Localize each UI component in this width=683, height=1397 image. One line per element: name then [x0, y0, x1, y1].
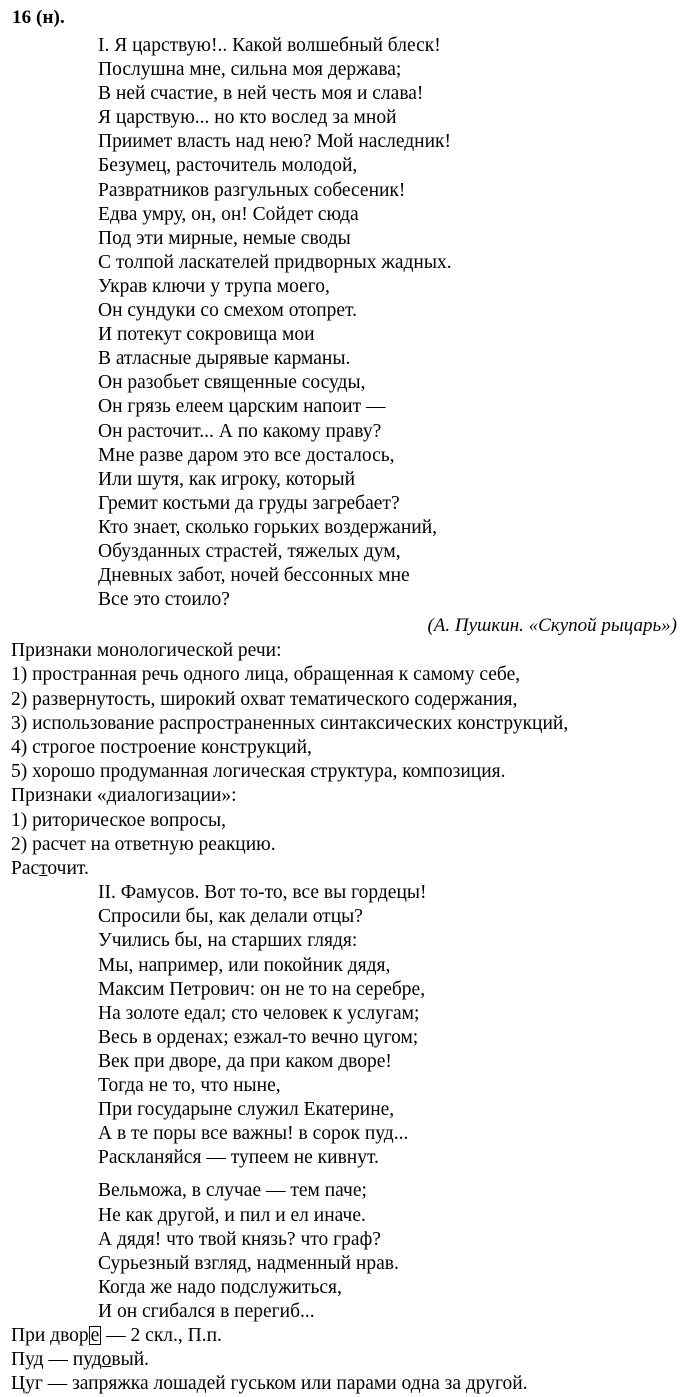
verse-line: А дядя! что твой князь? что граф?	[98, 1228, 381, 1250]
verse-line: С толпой ласкателей придворных жадных.	[98, 251, 452, 273]
verse-line: Он расточит... А по какому праву?	[98, 420, 382, 442]
poem-one-verse-block	[0, 34, 683, 612]
verse-line: Когда же надо подслужиться,	[98, 1276, 342, 1298]
verse-line: Едва умру, он, он! Сойдет сюда	[98, 203, 359, 225]
verse-line: Мы, например, или покойник дядя,	[98, 954, 391, 976]
verse-line: Или шутя, как игроку, который	[98, 468, 356, 490]
notes-block	[0, 1324, 683, 1397]
verse-line: Он разобьет священные сосуды,	[98, 372, 366, 394]
verse-line: Украв ключи у трупа моего,	[98, 275, 330, 297]
note-derived-suffix: вый.	[111, 1349, 150, 1371]
monologue-heading: Признаки монологической речи:	[11, 640, 282, 662]
verse-line: В ней счастие, в ней честь моя и слава!	[98, 83, 424, 105]
note-pri-dvore	[11, 1324, 683, 1348]
note-suffix: — 2 скл., П.п.	[101, 1324, 222, 1346]
verse-line: Вельможа, в случае — тем паче;	[98, 1180, 367, 1202]
verse-line: Развратников разгульных собесеник!	[98, 179, 406, 201]
list-item: 1) риторическое вопросы,	[11, 809, 226, 831]
verse-line: Спросили бы, как делали отцы?	[98, 906, 363, 928]
list-item: 4) строгое построение конструкций,	[11, 737, 312, 759]
verse-line: Он грязь елеем царским напоит —	[98, 396, 386, 418]
note-pud	[11, 1348, 683, 1372]
underlined-letter: т	[39, 858, 48, 880]
verse-line: Безумец, расточитель молодой,	[98, 155, 358, 177]
verse-line: I. Я царствую!.. Какой волшебный блеск!	[98, 35, 441, 56]
spelling-note-suffix: очит.	[47, 858, 89, 880]
underlined-letter: о	[101, 1349, 112, 1371]
note-dash: — пуд	[43, 1349, 102, 1371]
verse-line: Максим Петрович: он не то на серебре,	[98, 978, 426, 1000]
spelling-note-rastochit	[11, 857, 683, 881]
verse-line: В атласные дырявые карманы.	[98, 348, 351, 370]
verse-line: Мне разве даром это все досталось,	[98, 444, 395, 466]
verse-line: Весь в орденах; езжал-то вечно цугом;	[98, 1026, 419, 1048]
list-item: 2) развернутость, широкий охват тематического содержания,	[11, 688, 518, 710]
verse-line: Я царствую... но кто вослед за мной	[98, 107, 397, 129]
verse-line: А в те поры все важны! в сорок пуд...	[98, 1123, 409, 1145]
verse-line: Раскланяйся — тупеем не кивнут.	[98, 1147, 379, 1169]
verse-line: Послушна мне, сильна моя держава;	[98, 59, 402, 81]
verse-line: Век при дворе, да при каком дворе!	[98, 1050, 392, 1072]
list-item: 2) расчет на ответную реакцию.	[11, 833, 276, 855]
note-word-prefix: Пу	[11, 1349, 34, 1371]
verse-line: Кто знает, сколько горьких воздержаний,	[98, 516, 438, 538]
poem-one-attribution: (А. Пушкин. «Скупой рыцарь»)	[427, 615, 677, 637]
note-tsug: Цуг — запряжка лошадей гуськом или парами одна за другой.	[11, 1373, 528, 1395]
verse-line: Сурьезный взгляд, надменный нрав.	[98, 1252, 399, 1274]
list-item: 3) использование распространенных синтаксических конструкций,	[11, 712, 569, 734]
verse-line: Обузданных страстей, тяжелых дум,	[98, 540, 401, 562]
verse-line: Он сундуки со смехом отопрет.	[98, 300, 357, 322]
verse-line: II. Фамусов. Вот то-то, все вы гордецы!	[98, 882, 427, 904]
verse-line: На золоте едал; сто человек к услугам;	[98, 1002, 420, 1024]
verse-line: Гремит костьми да груды загребает?	[98, 492, 400, 514]
exercise-number: 16 (н).	[12, 7, 65, 28]
verse-line: При государыне служил Екатерине,	[98, 1099, 395, 1121]
analysis-block	[0, 639, 683, 881]
verse-line: Тогда не то, что ныне,	[98, 1075, 281, 1097]
boxed-ending-letter: е	[90, 1324, 100, 1346]
spelling-note-prefix: Рас	[11, 858, 40, 880]
verse-line: Все это стоило?	[98, 589, 230, 611]
verse-line: Учились бы, на старших глядя:	[98, 930, 358, 952]
verse-line: И он сгибался в перегиб...	[98, 1300, 315, 1322]
list-item: 5) хорошо продуманная логическая структура, композиция.	[11, 761, 506, 783]
dialogue-heading: Признаки «диалогизации»:	[11, 785, 237, 807]
verse-line: Под эти мирные, немые своды	[98, 227, 351, 249]
list-item: 1) пространная речь одного лица, обращенная к самому себе,	[11, 664, 521, 686]
underlined-letter: д	[33, 1349, 44, 1371]
verse-line: И потекут сокровища мои	[98, 324, 315, 346]
verse-line: Приимет власть над нею? Мой наследник!	[98, 131, 451, 153]
note-prefix: При двор	[11, 1324, 89, 1346]
poem-two-verse-block	[0, 881, 683, 1324]
verse-line: Дневных забот, ночей бессонных мне	[98, 565, 410, 587]
verse-line: Не как другой, и пил и ел иначе.	[98, 1204, 366, 1226]
